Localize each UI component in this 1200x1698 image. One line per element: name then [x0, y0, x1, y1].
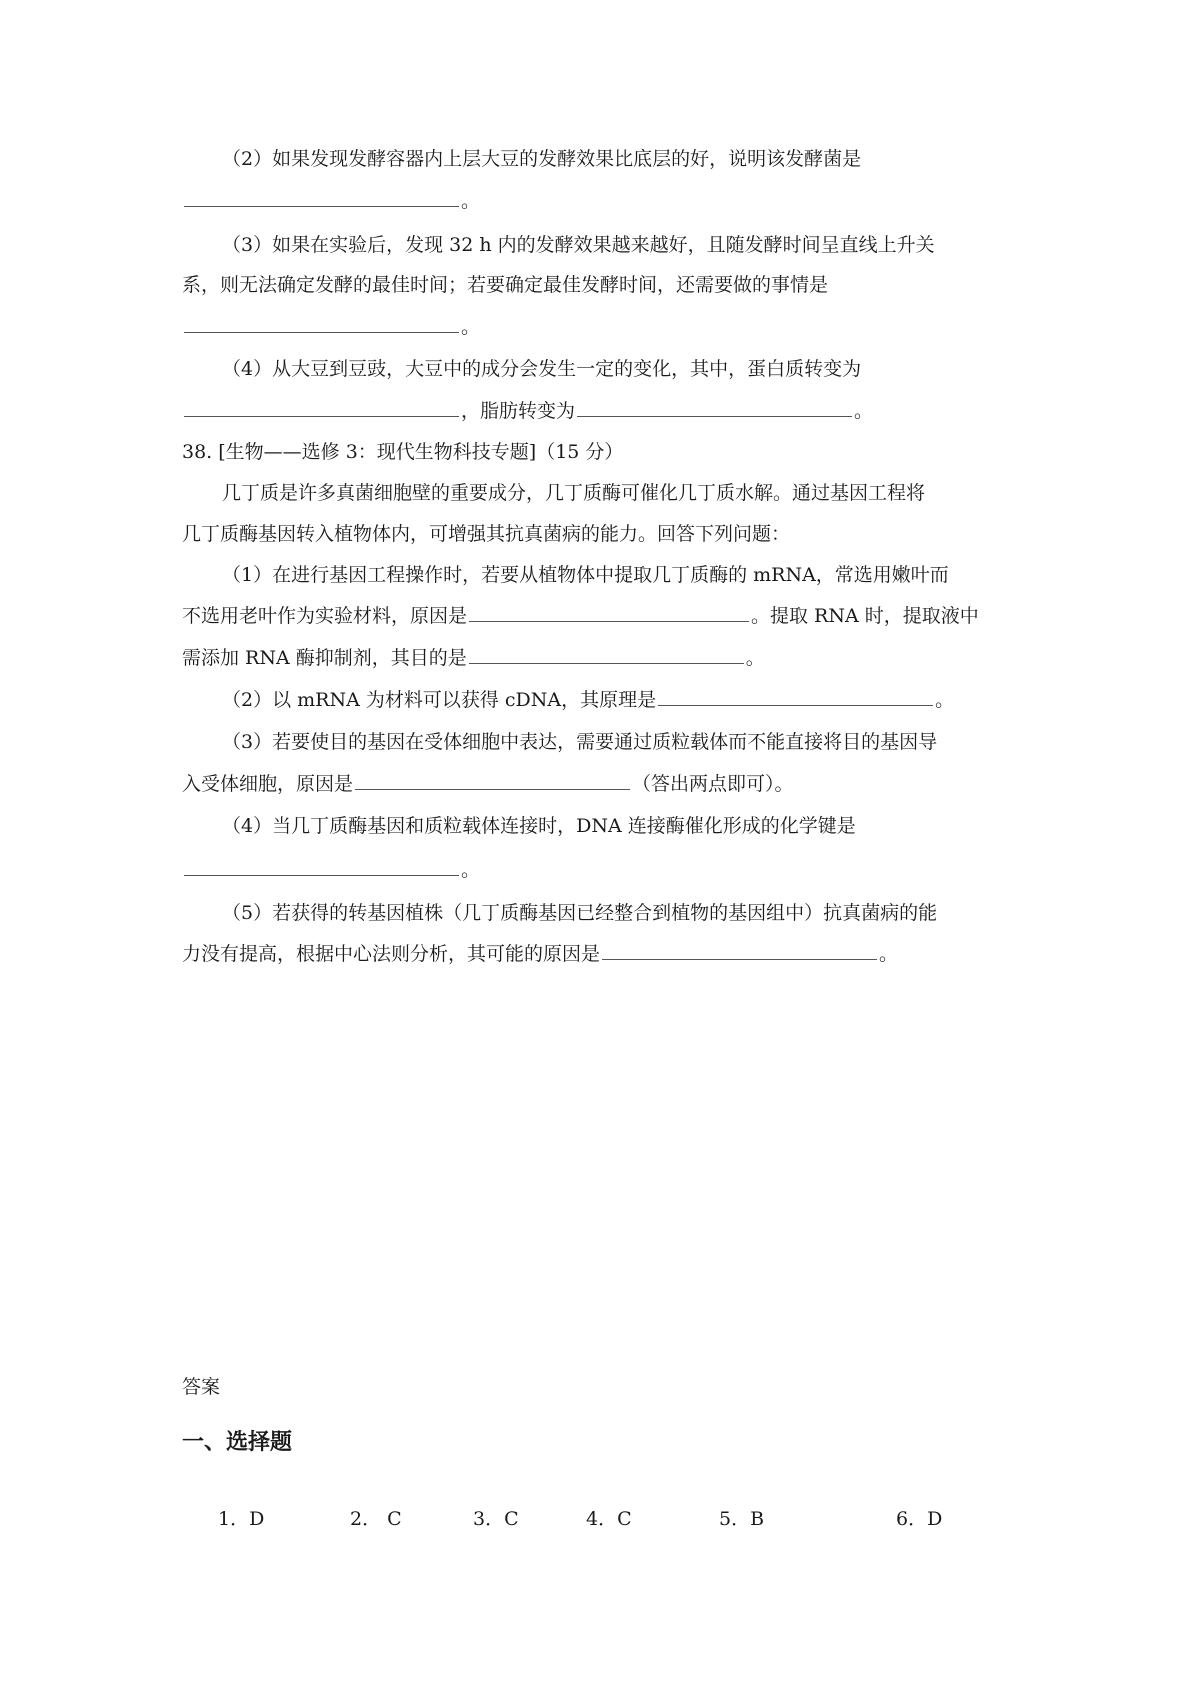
answer-choice-2: 2． C — [350, 1508, 402, 1530]
q38-part5-text: （5）若获得的转基因植株（几丁质酶基因已经整合到植物的基因组中）抗真菌病的能 — [222, 902, 938, 924]
answer-choice-1: 1．D — [218, 1508, 265, 1530]
q38-part5-text-cont: 力没有提高，根据中心法则分析，其可能的原因是 。 — [182, 943, 899, 965]
answer-choice-4: 4．C — [586, 1508, 632, 1530]
answer-blank[interactable] — [184, 398, 459, 417]
answer-blank[interactable] — [184, 314, 459, 333]
q38-part1-text: （1）在进行基因工程操作时，若要从植物体中提取几丁质酶的 mRNA，常选用嫩叶而 — [222, 564, 949, 586]
q37-part2-answer-line: 。 — [182, 188, 1020, 214]
answer-blank[interactable] — [658, 687, 933, 706]
q37-part3-answer-line: 。 — [182, 314, 1020, 340]
answer-choice-5: 5．B — [719, 1508, 765, 1530]
answers-label: 答案 — [182, 1376, 221, 1398]
q38-part4-answer-line: 。 — [182, 857, 1020, 883]
q38-part2-text: （2）以 mRNA 为材料可以获得 cDNA，其原理是 。 — [222, 689, 955, 711]
section-title-multiple-choice: 一、选择题 — [182, 1430, 293, 1455]
answer-blank[interactable] — [184, 188, 459, 207]
answer-blank[interactable] — [184, 857, 459, 876]
q37-part4-answer-line: ，脂肪转变为 。 — [182, 398, 1020, 424]
q38-part1-text-cont: 不选用老叶作为实验材料，原因是 。提取 RNA 时，提取液中 — [182, 605, 979, 627]
q37-part3-text-cont: 系，则无法确定发酵的最佳时间；若要确定最佳发酵时间，还需要做的事情是 — [182, 274, 829, 296]
answer-choice-6: 6．D — [896, 1508, 943, 1530]
answer-blank[interactable] — [602, 941, 877, 960]
q38-header: 38. [生物——选修 3：现代生物科技专题]（15 分） — [182, 441, 624, 463]
answer-blank[interactable] — [469, 645, 744, 664]
answer-blank[interactable] — [577, 398, 852, 417]
q38-intro-cont: 几丁质酶基因转入植物体内，可增强其抗真菌病的能力。回答下列问题： — [182, 523, 791, 545]
q37-part4-text: （4）从大豆到豆豉，大豆中的成分会发生一定的变化，其中，蛋白质转变为 — [222, 358, 862, 380]
answer-blank[interactable] — [355, 771, 630, 790]
q37-part3-text: （3）如果在实验后，发现 32 h 内的发酵效果越来越好，且随发酵时间呈直线上升关 — [222, 234, 935, 256]
answer-blank[interactable] — [469, 603, 749, 622]
q38-part1-text-cont2: 需添加 RNA 酶抑制剂，其目的是 。 — [182, 647, 765, 669]
q38-part3-text-cont: 入受体细胞，原因是 （答出两点即可）。 — [182, 773, 794, 795]
q37-part2-text: （2）如果发现发酵容器内上层大豆的发酵效果比底层的好，说明该发酵菌是 — [222, 148, 862, 170]
q38-part3-text: （3）若要使目的基因在受体细胞中表达，需要通过质粒载体而不能直接将目的基因导 — [222, 731, 938, 753]
q38-intro: 几丁质是许多真菌细胞壁的重要成分，几丁质酶可催化几丁质水解。通过基因工程将 — [222, 482, 926, 504]
answer-choice-3: 3．C — [473, 1508, 519, 1530]
q38-part4-text: （4）当几丁质酶基因和质粒载体连接时，DNA 连接酶催化形成的化学键是 — [222, 815, 856, 837]
